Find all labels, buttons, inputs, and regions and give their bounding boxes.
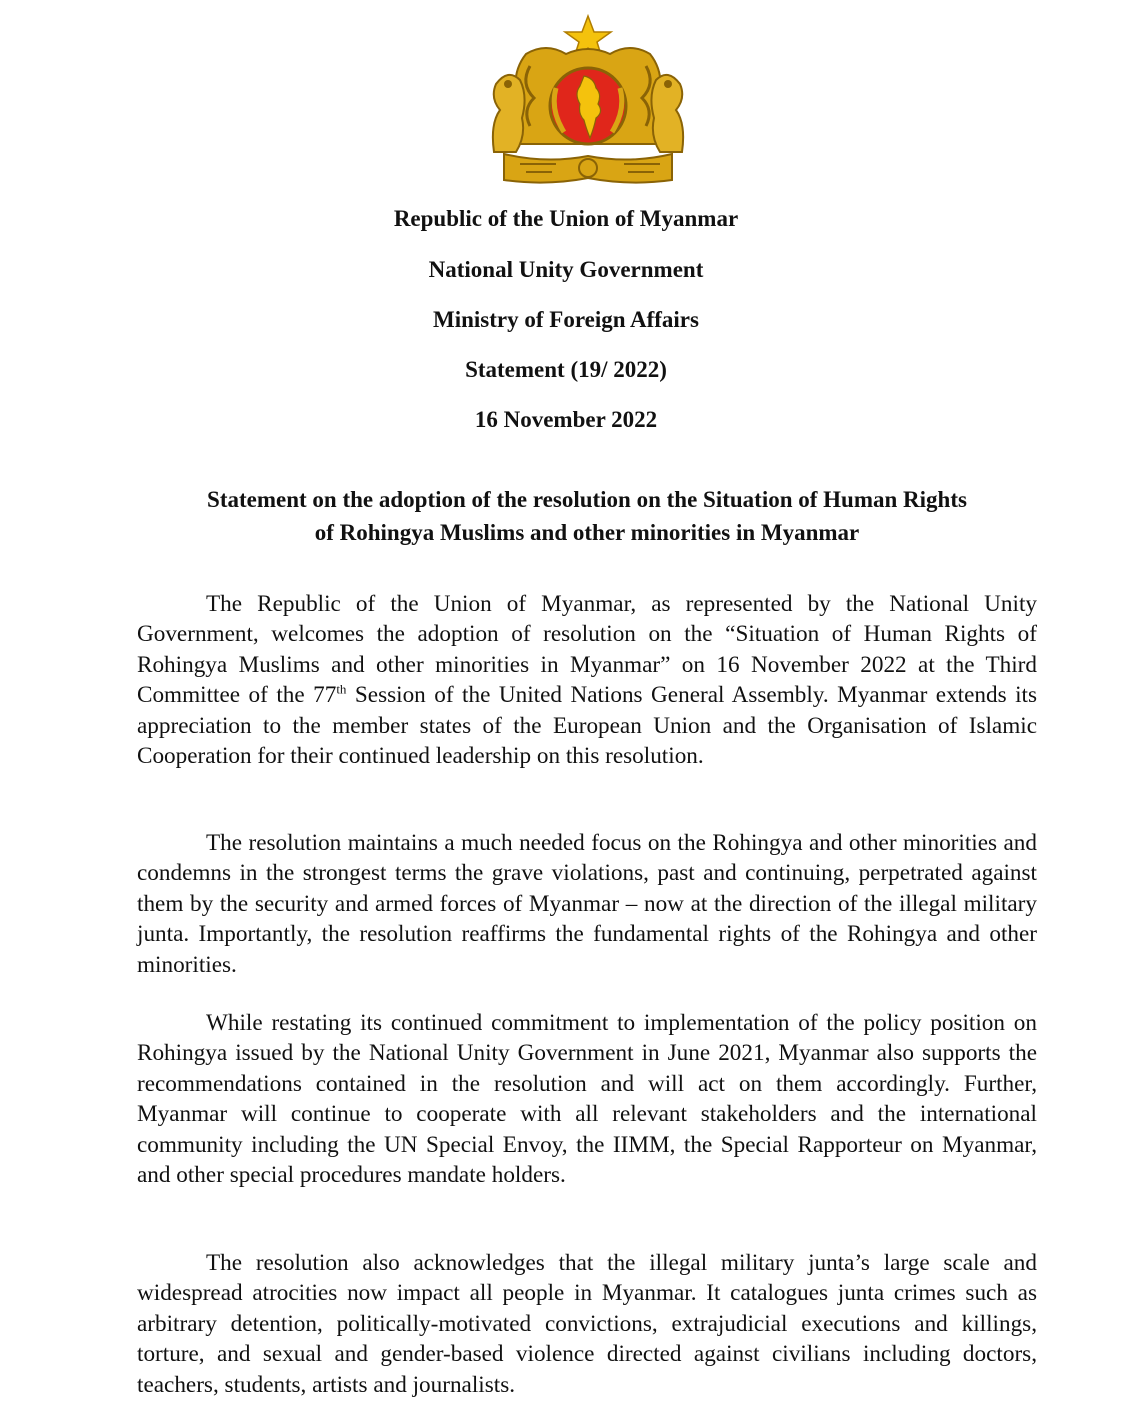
statement-title-line-1: Statement on the adoption of the resolution on the Situation of Human Rights <box>207 487 967 512</box>
paragraph-1-text-a: The Republic of the Union of Myanmar, as represented by the National Unity Government, welcomes the adoption of resolution on the “Situation of Human Rights of Rohingya Muslims and other minorities in Myanmar” on 16 November 2022 at the Third Committee of the 77 <box>137 591 1037 709</box>
paragraph-1-text-b: Session of the United Nations General Assembly. Myanmar extends its appreciation to the member states of the European Union and the Organisation of Islamic Cooperation for their continued leadership on this resolution. <box>137 682 1037 770</box>
header-country: Republic of the Union of Myanmar <box>393 206 739 231</box>
paragraph-3: While restating its continued commitment to implementation of the policy position on Rohingya issued by the National Unity Government in June 2021, Myanmar also supports the recommendations contained in the resolution and will act on them accordingly. Further, Myanmar will continue to cooperate with all relevant stakeholders and the international community including the UN Special Envoy, the IIMM, the Special Rapporteur on Myanmar, and other special procedures mandate holders. <box>137 1010 1037 1189</box>
header-government: National Unity Government <box>428 257 704 282</box>
paragraph-4: The resolution also acknowledges that the illegal military junta’s large scale and widespread atrocities now impact all people in Myanmar. It catalogues junta crimes such as arbitrary detention, politically-motivated convictions, extrajudicial executions and killings, torture, and sexual and gender-based violence directed against civilians including doctors, teachers, students, artists and journalists. <box>137 1250 1037 1398</box>
header-statement-number: Statement (19/ 2022) <box>465 357 667 382</box>
paragraph-1 <box>137 589 1037 771</box>
ordinal-superscript: th <box>336 681 347 697</box>
header-date: 16 November 2022 <box>474 407 658 432</box>
statement-title <box>100 483 1074 549</box>
state-seal-emblem-icon <box>486 14 690 186</box>
header-ministry: Ministry of Foreign Affairs <box>433 307 699 332</box>
statement-title-line-2: of Rohingya Muslims and other minorities in Myanmar <box>314 520 860 545</box>
paragraph-2: The resolution maintains a much needed focus on the Rohingya and other minorities and condemns in the strongest terms the grave violations, past and continuing, perpetrated against them by the security and armed forces of Myanmar – now at the direction of the illegal military junta. Importantly, the resolution reaffirms the fundamental rights of the Rohingya and other minorities. <box>137 830 1037 978</box>
